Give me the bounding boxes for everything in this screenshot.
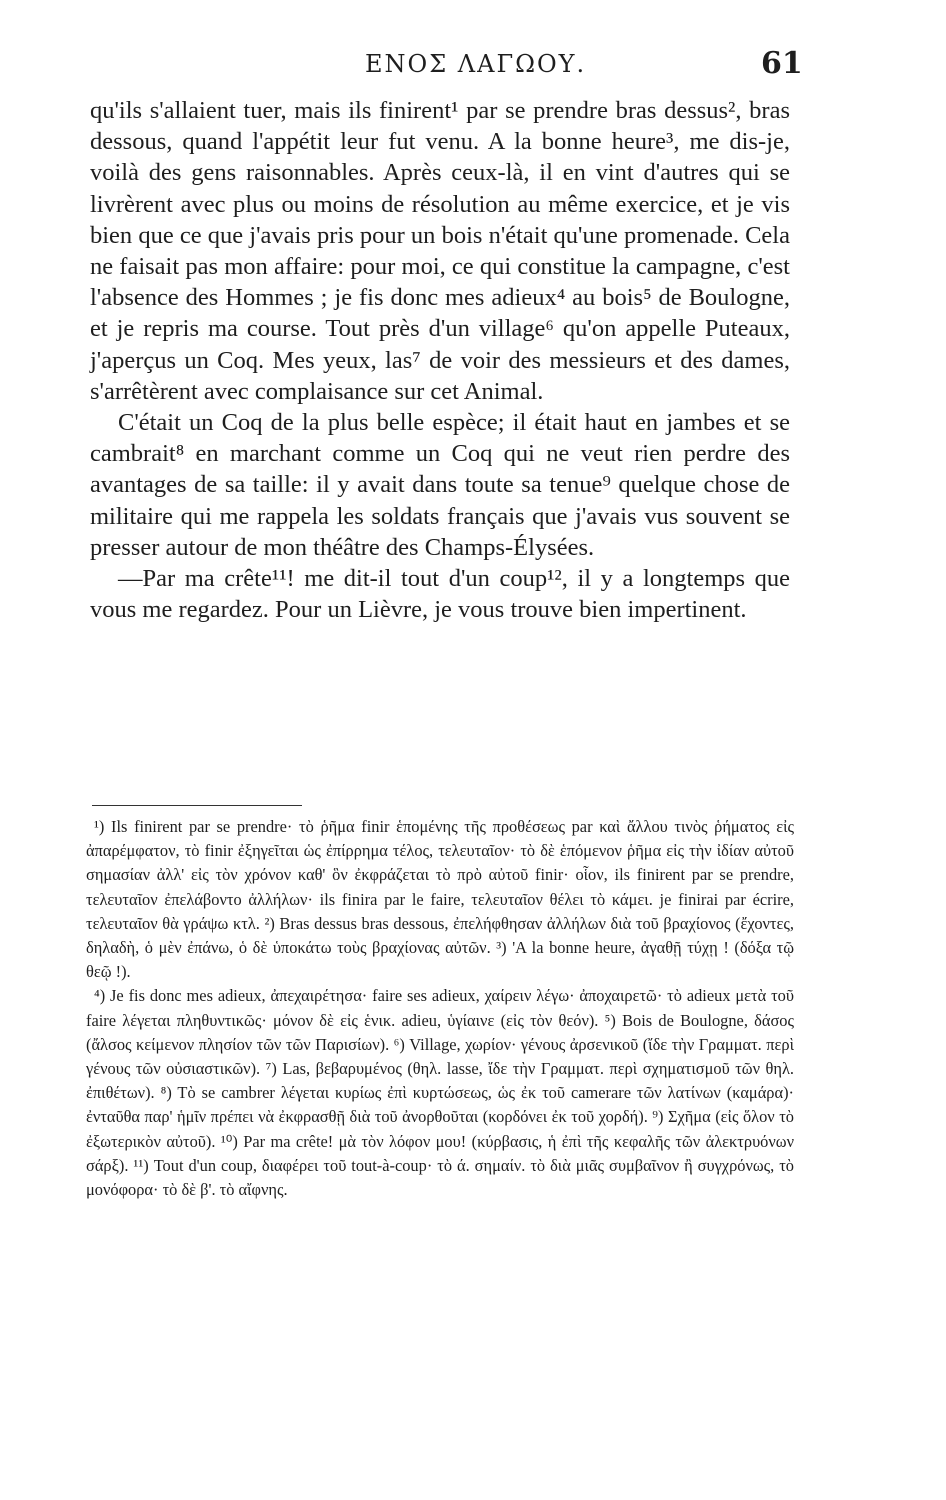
footnote-paragraph: ⁴) Je fis donc mes adieux, ἀπεχαιρέτησα· faire ses adieux, χαίρειν λέγω· ἀποχαιρετῶ· τὸ adieux μετὰ τοῦ faire λέγεται πληθυντικῶς· μόνον δὲ εἰς ἑνικ. adieu, ὑγίαινε (εἰς τὸν θεόν). ⁵) Bois de Boulogne, δάσος (ἄλσος κείμενον πλησίον τῶν τῶν Παρισίων). ⁶) Village, χωρίον· γένους ἀρσενικοῦ (ἴδε τὴν Γραμματ. περὶ γένους τῶν οὐσιαστικῶν). ⁷) Las, βεβαρυμένος (θηλ. lasse, ἴδε τὴν Γραμματ. περὶ σχηματισμοῦ τῶν θηλ. ἐπιθέτων). ⁸) Τὸ se cambrer λέγεται κυρίως ἐπὶ κυρτώσεως, ὡς ἐκ τοῦ camerare τῶν λατίνων (καμάρα)· ἐνταῦθα παρ' ἡμῖν πρέπει νὰ ἐκφρασθῇ διὰ τοῦ ἀνορθοῦται (κορδόνει ἐκ τοῦ χορδή). ⁹) Σχῆμα (εἰς ὅλον τὸ ἐξωτερικὸν αὐτοῦ). ¹⁰) Par ma crête! μὰ τὸν λόφον μου! (κύρβασις, ἡ ἐπὶ τῆς κεφαλῆς τῶν ἀλεκτρυόνων σάρξ). ¹¹) Tout d'un coup, διαφέρει τοῦ tout-à-coup· τὸ ά. σημαίν. τὸ διὰ μιᾶς συμβαῖνον ἢ συγχρόνως, τὸ μονόφορα· τὸ δὲ β'. τὸ αἴφνης. (86, 986, 794, 1200)
footnote-divider (92, 805, 302, 806)
footnote-paragraph: ¹) Ils finirent par se prendre· τὸ ῥῆμα finir ἑπομένης τῆς προθέσεως par καὶ ἄλλου τινὸς ῥήματος εἰς ἀπαρέμφατον, τὸ finir ἐξηγεῖται ὡς ἐπίρρημα τέλος, τελευταῖον· τὸ δὲ ἑπόμενον ῥῆμα εἰς τὴν ἰδίαν αὐτοῦ σημασίαν ἀλλ' εἰς τὸν χρόνον καθ' ὃν ἐκφράζεται τὸ πρὸ αὐτοῦ finir· οἷον, ils finirent par se prendre, τελευταῖον ἐπελάβοντο ἀλλήλων· ils finira par le faire, τελευταῖον θέλει τὸ κάμει. je finirai par écrire, τελευταῖον θὰ γράψω κτλ. ²) Bras dessus bras dessous, ἐπελήφθησαν ἀλλήλων διὰ τοῦ βραχίονος (ἔχοντες, δηλαδὴ, ὁ μὲν ἐπάνω, ὁ δὲ ὑποκάτω τοὺς βραχίονας αὐτῶν. ³) 'A la bonne heure, ἀγαθῇ τύχῃ ! (δόξα τῷ θεῷ !). (86, 817, 794, 982)
running-head (0, 46, 946, 90)
running-title: ΕΝΟΣ ΛΑΓΩΟΥ. (365, 50, 587, 78)
page-number: 61 (761, 46, 803, 81)
paragraph: qu'ils s'allaient tuer, mais ils finirent¹ par se prendre bras dessus², bras dessous, quand l'appétit leur fut venu. A la bonne heure³, me dis-je, voilà des gens raisonnables. Après ceux-là, il en vint d'autres qui se livrèrent avec plus ou moins de résolution au même exercice, et je vis bien que ce que j'avais pris pour un bois n'était qu'une promenade. Cela ne faisait pas mon affaire: pour moi, ce qui constitue la campagne, c'est l'absence des Hommes ; je fis donc mes adieux⁴ au bois⁵ de Boulogne, et je repris ma course. Tout près d'un village⁶ qu'on appelle Puteaux, j'aperçus un Coq. Mes yeux, las⁷ de voir des messieurs et des dames, s'arrêtèrent avec complaisance sur cet Animal. (90, 97, 790, 405)
paragraph: C'était un Coq de la plus belle espèce; il était haut en jambes et se cambrait⁸ en marchant comme un Coq qui ne veut rien perdre des avantages de sa taille: il y avait dans toute sa tenue⁹ quelque chose de militaire qui me rappela les soldats français que j'avais vus souvent se presser autour de mon théâtre des Champs-Élysées. (90, 409, 790, 561)
paragraph: —Par ma crête¹¹! me dit-il tout d'un coup¹², il y a longtemps que vous me regardez. Pour un Lièvre, je vous trouve bien impertinent. (90, 565, 790, 624)
main-text (90, 95, 790, 625)
footnotes (86, 815, 794, 1202)
